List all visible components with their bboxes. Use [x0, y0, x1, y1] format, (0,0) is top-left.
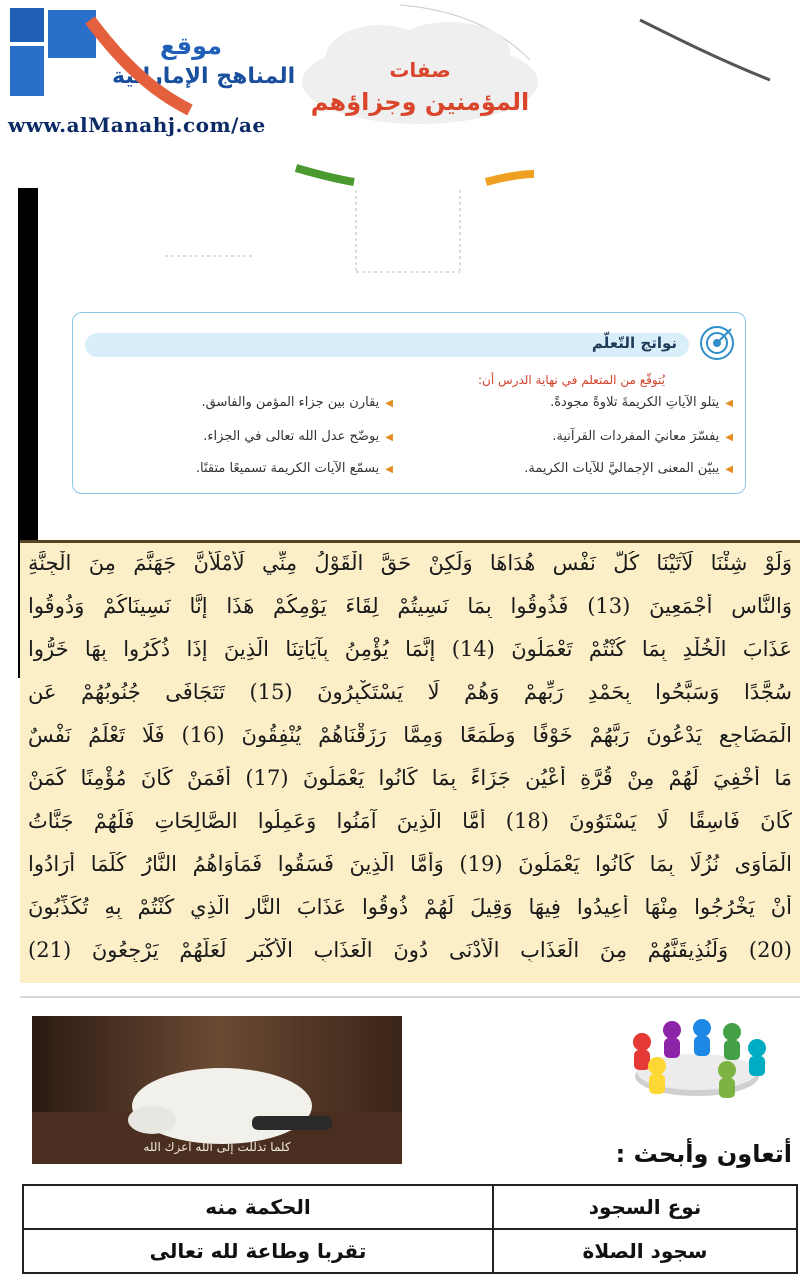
bullet-icon: ◀ — [385, 464, 393, 475]
outcomes-header — [85, 333, 689, 357]
verse-line: الْمَضَاجِعِ يَدْعُونَ رَبَّهُمْ خَوْفًا وَطَمَعًا وَمِمَّا رَزَقْنَاهُمْ يُنْفِقُونَ (16) فَلَا تَعْلَمُ نَفْسٌ — [28, 723, 792, 747]
bullet-icon: ◀ — [385, 432, 393, 443]
teamwork-icon — [612, 1014, 782, 1109]
bullet-icon: ◀ — [725, 398, 733, 409]
site-url-link[interactable]: www.alManahj.com/ae — [8, 113, 266, 137]
verse-line: وَلَوْ شِئْنَا لَآتَيْنَا كُلَّ نَفْسٍ هُدَاهَا وَلَكِنْ حَقَّ الْقَوْلُ مِنِّي لَأَمْلَأَنَّ جَهَنَّمَ مِنَ الْجِنَّةِ — [28, 551, 792, 575]
bullet-icon: ◀ — [725, 464, 733, 475]
column-header: نوع السجود — [493, 1185, 797, 1229]
outcomes-intro: يُتوقّع من المتعلم في نهاية الدرس أن: — [478, 373, 665, 387]
verse-line: وَالنَّاسِ أَجْمَعِينَ (13) فَذُوقُوا بِمَا نَسِيتُمْ لِقَاءَ يَوْمِكُمْ هَذَا إِنَّا نَسِينَاكُمْ وَذُوقُوا — [28, 594, 792, 618]
lesson-title-line2: المؤمنين وجزاؤهم — [310, 88, 530, 116]
verse-line: سُجَّدًا وَسَبَّحُوا بِحَمْدِ رَبِّهِمْ وَهُمْ لَا يَسْتَكْبِرُونَ (15) تَتَجَافَى جُنُوبُهُمْ عَنِ — [28, 680, 792, 704]
table-header-row — [23, 1185, 797, 1229]
outcome-item: ◀يتلو الآياتِ الكريمةَ تلاوةً مجودةً. — [550, 395, 733, 410]
column-header: الحكمة منه — [23, 1185, 493, 1229]
logo-square-icon — [10, 8, 44, 42]
bullet-icon: ◀ — [385, 398, 393, 409]
bullet-icon: ◀ — [725, 432, 733, 443]
cooperate-research-heading: أتعاون وأبحث : — [615, 1140, 792, 1168]
lesson-title-line1: صفات — [389, 58, 451, 82]
target-icon — [699, 325, 735, 361]
logo-title-line2: المناهج الإماراتية — [112, 64, 296, 89]
section-divider — [20, 996, 800, 998]
outcome-item: ◀يفسّرَ معانيَ المفردات القرآنية. — [552, 429, 733, 444]
logo-title-line1: موقع — [160, 32, 223, 60]
table-cell: تقربا وطاعة لله تعالى — [23, 1229, 493, 1273]
quran-passage — [20, 540, 800, 983]
learning-outcomes-box — [72, 312, 746, 494]
lesson-title-cloud — [300, 20, 540, 125]
mindmap-connectors — [160, 160, 560, 285]
prostration-wisdom-table — [22, 1184, 798, 1274]
outcome-item: ◀يقارن بين جزاء المؤمن والفاسق. — [201, 395, 393, 410]
outcome-item: ◀يوضّح عدل الله تعالى في الجزاء. — [203, 429, 393, 444]
outcome-item: ◀يسمّع الآيات الكريمة تسميعًا متقنًا. — [195, 461, 393, 476]
prostration-photo — [32, 1016, 402, 1164]
verse-line: الْمَأْوَى نُزُلًا بِمَا كَانُوا يَعْمَلُونَ (19) وَأَمَّا الَّذِينَ فَسَقُوا فَمَأْوَاهُمُ النَّارُ كُلَّمَا أَرَادُوا — [28, 852, 792, 876]
table-cell: سجود الصلاة — [493, 1229, 797, 1273]
verse-line: كَانَ فَاسِقًا لَا يَسْتَوُونَ (18) أَمَّا الَّذِينَ آمَنُوا وَعَمِلُوا الصَّالِحَاتِ فَلَهُمْ جَنَّاتُ — [28, 809, 792, 833]
table-row — [23, 1229, 797, 1273]
verse-line: أَنْ يَخْرُجُوا مِنْهَا أُعِيدُوا فِيهَا وَقِيلَ لَهُمْ ذُوقُوا عَذَابَ النَّارِ الَّذِي كُنْتُمْ بِهِ تُكَذِّبُونَ — [28, 895, 792, 919]
outcomes-heading: نواتج التّعلّم — [591, 334, 677, 352]
outcome-item: ◀يبيّن المعنى الإجماليَّ للآيات الكريمة. — [524, 461, 733, 476]
photo-caption: كلما تذللت إلى الله أعزك الله — [143, 1140, 291, 1154]
logo-square-icon — [10, 46, 44, 96]
verse-line: (20) وَلَنُذِيقَنَّهُمْ مِنَ الْعَذَابِ الْأَدْنَى دُونَ الْعَذَابِ الْأَكْبَرِ لَعَلَّهُمْ يَرْجِعُونَ (21) — [28, 938, 792, 962]
verse-line: عَذَابَ الْخُلْدِ بِمَا كُنْتُمْ تَعْمَلُونَ (14) إِنَّمَا يُؤْمِنُ بِآيَاتِنَا الَّذِينَ إِذَا ذُكِّرُوا بِهَا خَرُّوا — [28, 637, 792, 661]
verse-line: مَا أُخْفِيَ لَهُمْ مِنْ قُرَّةِ أَعْيُنٍ جَزَاءً بِمَا كَانُوا يَعْمَلُونَ (17) أَفَمَنْ كَانَ مُؤْمِنًا كَمَنْ — [28, 766, 792, 790]
